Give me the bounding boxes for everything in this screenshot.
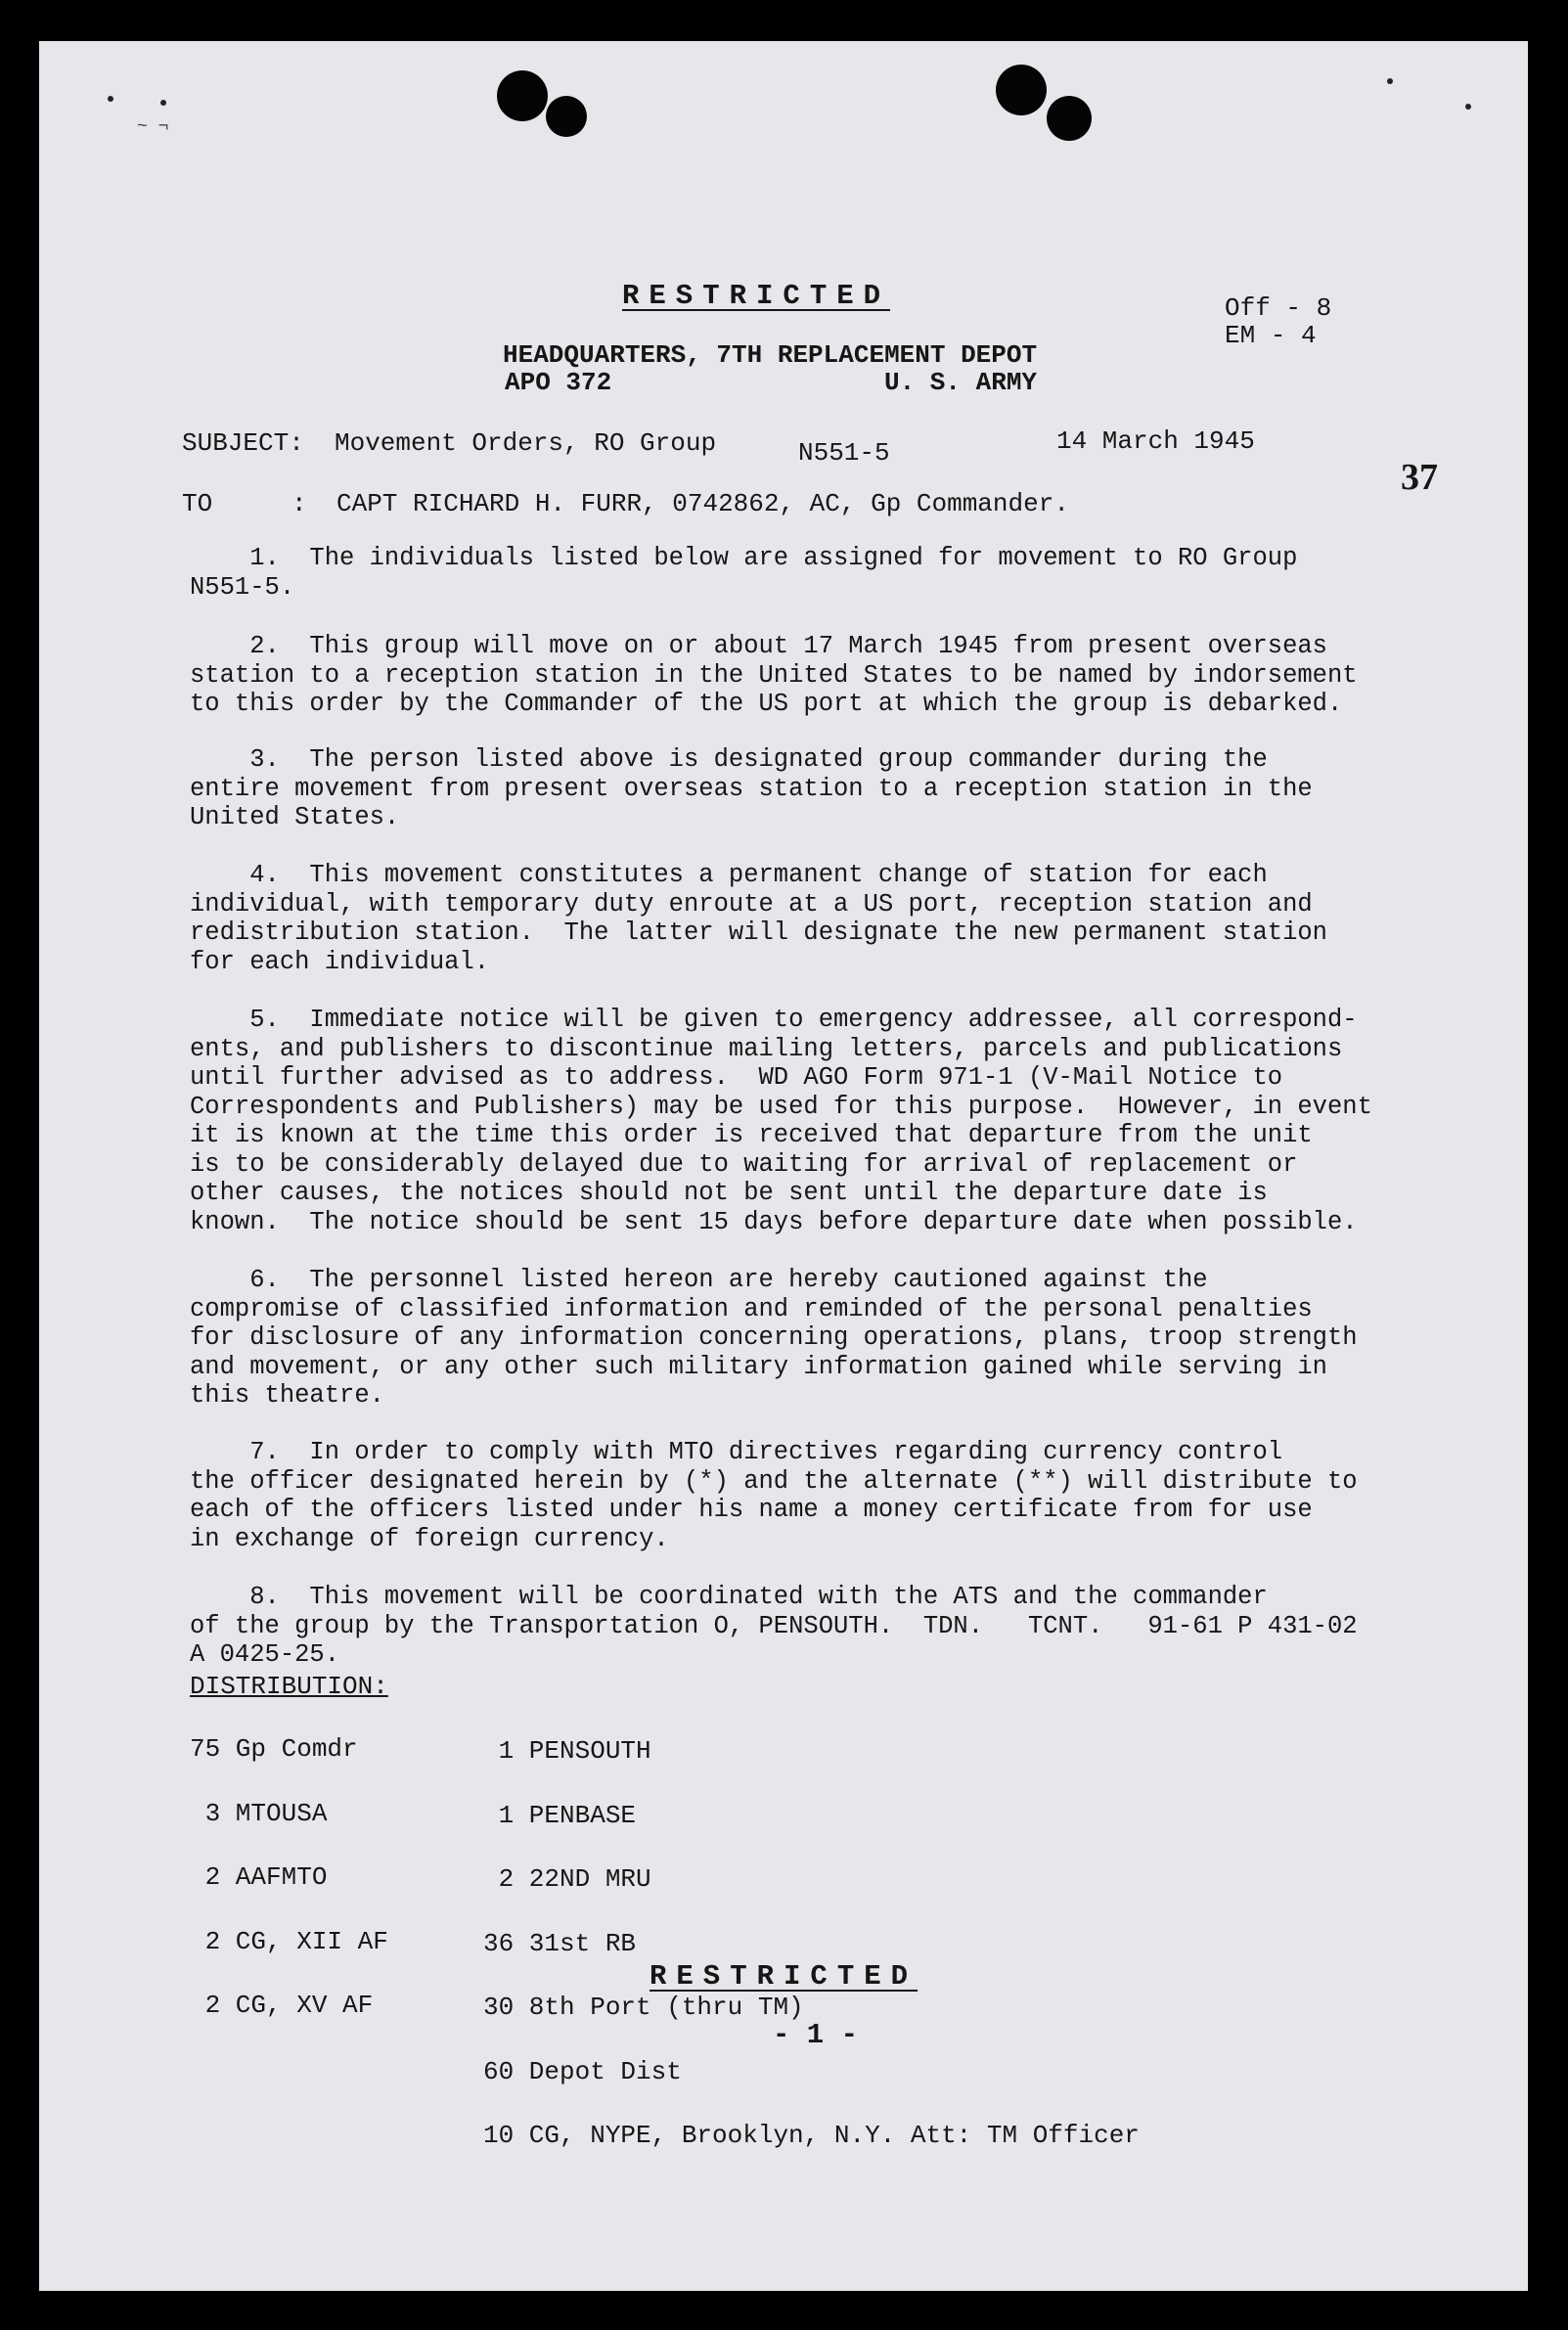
paragraph-3: 3. The person listed above is designated group commander during the entire movement from present overseas station to a reception station in the United States. xyxy=(190,745,1313,831)
paragraph-5: 5. Immediate notice will be given to emergency addressee, all correspond- ents, and publishers to discontinue mailing letters, parcels and publications until further advised as to address. WD AGO Form 971-1 (V-Mail Notice to Correspondents and Publishers) may be used for this purpose. However, in event it is known at the time this order is received that departure from the unit is to be considerably delayed due to waiting for arrival of replacement or other causes, the notices should not be sent until the departure date is known. The notice should be sent 15 days before departure date when possible. xyxy=(190,1006,1372,1236)
classification-header: RESTRICTED xyxy=(622,280,891,312)
distribution-item: 2 22ND MRU xyxy=(483,1864,651,1894)
paragraph-1: 1. The individuals listed below are assigned for movement to RO Group N551-5. xyxy=(190,544,1298,602)
to-separator: : xyxy=(291,489,307,518)
paragraph-8: 8. This movement will be coordinated with the ATS and the commander of the group by the Transportation O, PENSOUTH. TDN. TCNT. 91-61 P 431-02 A 0425-25. xyxy=(190,1583,1358,1669)
distribution-item: 1 PENBASE xyxy=(483,1800,637,1830)
pencil-scribble: ~ ¬ xyxy=(137,117,169,137)
distribution-item: 2 CG, XV AF xyxy=(190,1991,374,2020)
paragraph-4: 4. This movement constitutes a permanent change of station for each individual, with temporary duty enroute at a US port, reception station and redistribution station. The latter will designate the new permanent station for each individual. xyxy=(190,861,1327,976)
distribution-item: 10 CG, NYPE, Brooklyn, N.Y. Att: TM Officer xyxy=(483,2121,1140,2150)
distribution-item: 1 PENSOUTH xyxy=(483,1736,651,1766)
apo-line: APO 372 xyxy=(505,368,612,397)
speck xyxy=(1387,78,1393,84)
distribution-left-list xyxy=(190,1700,388,2039)
distribution-right-list xyxy=(483,1702,1140,2169)
paragraph-6: 6. The personnel listed hereon are hereby cautioned against the compromise of classified information and reminded of the personal penalties for disclosure of any information concerning operations, plans, troop strength and movement, or any other such military information gained while serving in this theatre. xyxy=(190,1266,1358,1410)
punch-hole xyxy=(1047,96,1092,141)
distribution-item: 3 MTOUSA xyxy=(190,1798,328,1828)
distribution-item: 2 CG, XII AF xyxy=(190,1926,388,1956)
order-date: 14 March 1945 xyxy=(1056,426,1255,456)
classification-footer: RESTRICTED xyxy=(650,1960,918,1993)
subject-text: Movement Orders, RO Group xyxy=(335,428,717,458)
page-number: - 1 - xyxy=(773,2019,859,2051)
speck xyxy=(1465,104,1471,110)
distribution-item: 36 31st RB xyxy=(483,1928,637,1958)
distribution-item: 2 AAFMTO xyxy=(190,1862,328,1892)
to-label: TO xyxy=(182,489,213,518)
subject-label: SUBJECT: xyxy=(182,428,304,458)
army-line: U. S. ARMY xyxy=(884,368,1038,397)
punch-hole xyxy=(497,70,548,121)
punch-hole xyxy=(996,65,1047,115)
paragraph-7: 7. In order to comply with MTO directives regarding currency control the officer designated herein by (*) and the alternate (**) will distribute to each of the officers listed under his name a money certificate from for use in exchange of foreign currency. xyxy=(190,1438,1358,1553)
distribution-title: DISTRIBUTION: xyxy=(190,1672,388,1701)
speck xyxy=(160,100,166,106)
to-addressee: CAPT RICHARD H. FURR, 0742862, AC, Gp Commander. xyxy=(336,489,1069,518)
distribution-item: 60 Depot Dist xyxy=(483,2056,682,2086)
speck xyxy=(108,96,113,102)
archive-number: 37 xyxy=(1401,457,1438,498)
distribution-item: 30 8th Port (thru TM) xyxy=(483,1993,804,2022)
punch-hole xyxy=(546,96,587,137)
group-code: N551-5 xyxy=(798,438,890,468)
enlisted-count: EM - 4 xyxy=(1225,321,1317,350)
distribution-item: 75 Gp Comdr xyxy=(190,1734,358,1764)
officer-count: Off - 8 xyxy=(1225,293,1332,323)
paragraph-2: 2. This group will move on or about 17 March 1945 from present overseas station to a reception station in the United States to be named by indorsement to this order by the Commander of the US port at which the group is debarked. xyxy=(190,632,1358,718)
headquarters-line: HEADQUARTERS, 7TH REPLACEMENT DEPOT xyxy=(503,340,1038,370)
